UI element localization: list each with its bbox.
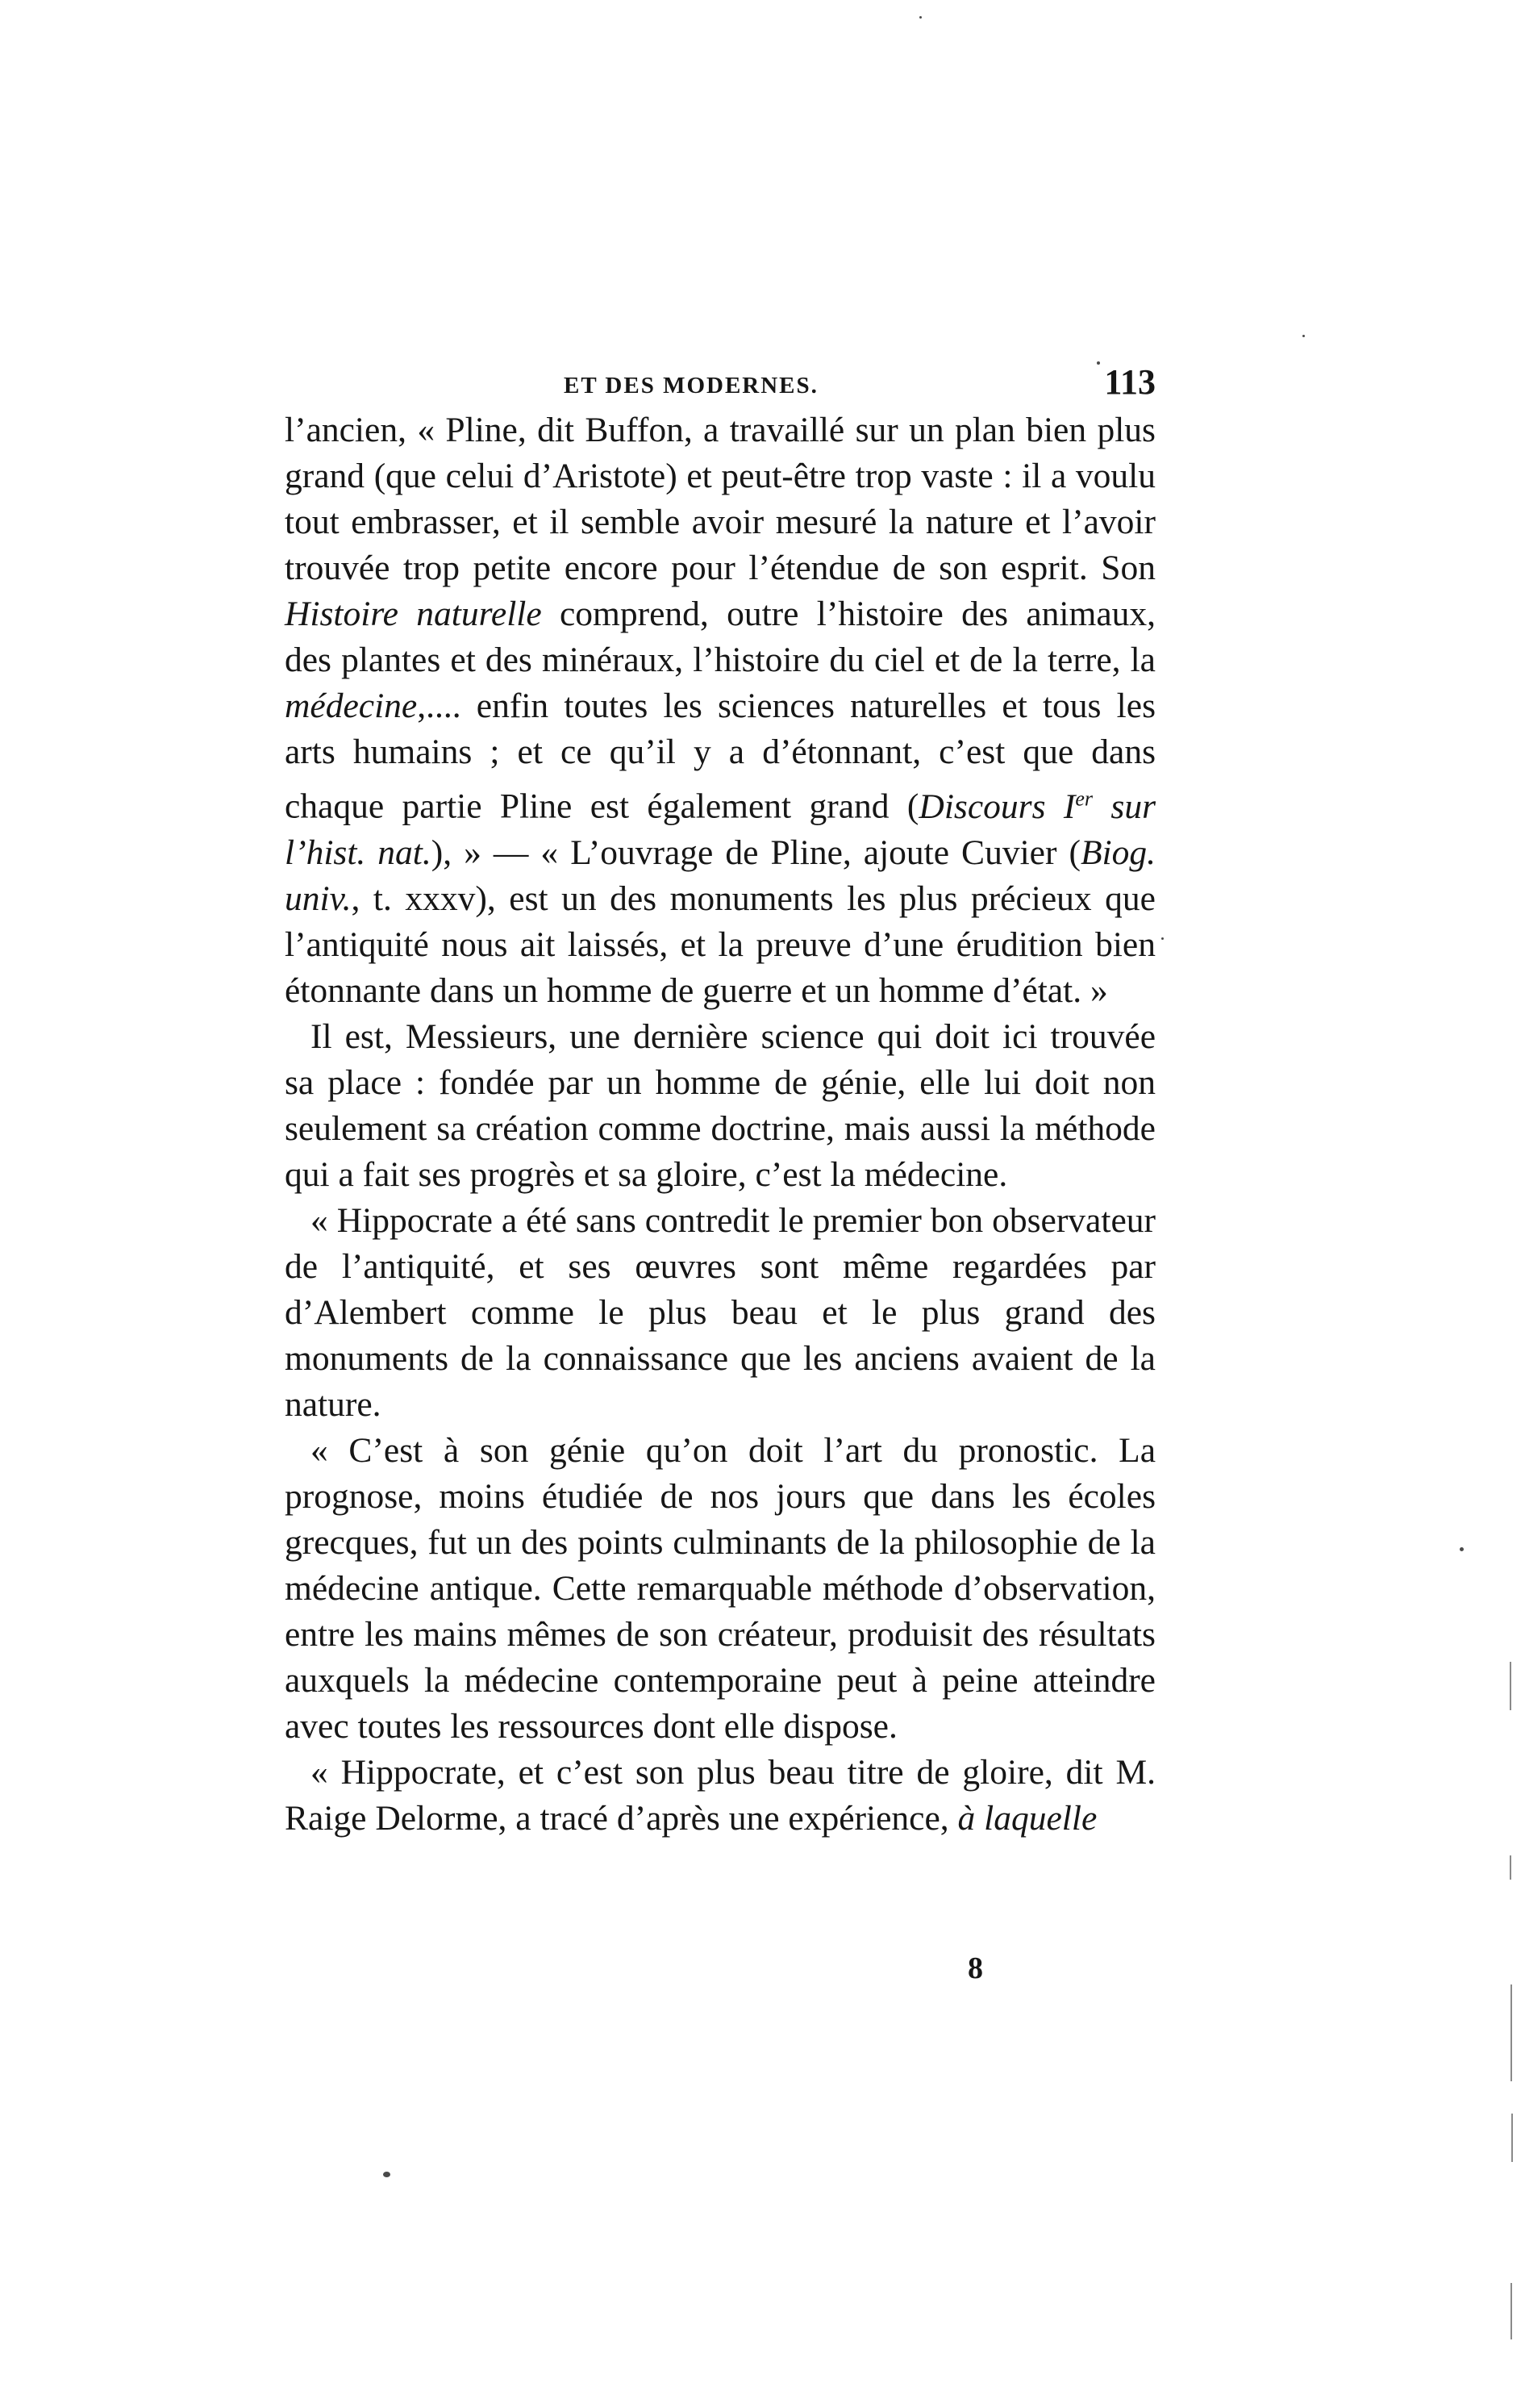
page-number: 113 (1104, 362, 1156, 402)
scan-edge-mark (1510, 1662, 1511, 1710)
scan-speck (383, 2172, 390, 2177)
superscript-er: er (1075, 787, 1094, 810)
scan-speck (1161, 937, 1164, 940)
scan-edge-mark (1510, 2283, 1512, 2339)
scan-edge-mark (1510, 1855, 1511, 1880)
book-title-histoire-naturelle: Histoire naturelle (285, 595, 542, 633)
paragraph-2: Il est, Messieurs, une dernière science qui doit ici trouvée sa place : fondée par un homme de génie, elle lui doit non seulement sa création comme doctrine, mais aussi la méthode qui a fait ses progrès et sa gloire, c’est la médecine. (285, 1016, 1156, 1194)
paragraph-5-text: « Hippocrate, et c’est son plus beau titre de gloire, dit M. Raige Delorme, a tracé d’après une expérience, (285, 1752, 1156, 1838)
running-title: ET DES MODERNES. (564, 373, 819, 399)
signature-mark: 8 (968, 1951, 983, 1985)
paragraph-1-text-d: ), » — « L’ouvrage de Pline, ajoute Cuvier ( (431, 833, 1081, 872)
scan-speck (1097, 361, 1100, 365)
citation-biog-univ: Biog. univ. (285, 833, 1156, 918)
paragraph-3: « Hippocrate a été sans contredit le premier bon observateur de l’antiquité, et ses œuvres sont même regardées par d’Alembert comme le plus beau et le plus grand des monuments de la connaissance que les anciens avaient de la nature. (285, 1200, 1156, 1424)
paragraph-1-text-a: l’ancien, « Pline, dit Buffon, a travaillé sur un plan bien plus grand (que celui d’Aristote) et peut-être trop vaste : il a voulu tout embrasser, et il semble avoir mesuré la nature et l’avoir trouvée trop petite encore pour l’étendue de son esprit. Son (285, 411, 1156, 587)
scan-speck (919, 16, 922, 19)
citation-hist-nat: sur l’hist. nat. (285, 787, 1156, 872)
scan-edge-mark (1511, 2114, 1513, 2162)
paragraph-1-text-e: , t. xxxv), est un des monuments les plus précieux que l’antiquité nous ait laissés, et la preuve d’une érudition bien étonnante dans un homme de guerre et un homme d’état. » (285, 878, 1156, 1010)
body-text (285, 407, 1156, 1842)
paragraph-1-text-b: comprend, outre l’histoire des animaux, des plantes et des minéraux, l’histoire du ciel et de la terre, la (285, 595, 1156, 679)
citation-discours-text: Discours I (919, 787, 1076, 826)
paragraph-4: « C’est à son génie qu’on doit l’art du pronostic. La prognose, moins étudiée de nos jours que dans les écoles grecques, fut un des points culminants de la philosophie de la médecine antique. Cette remarquable méthode d’observation, entre les mains mêmes de son créateur, produisit des résultats auxquels la médecine contemporaine peut à peine atteindre avec toutes les ressources dont elle dispose. (285, 1430, 1156, 1746)
italic-a-laquelle: à laquelle (957, 1798, 1098, 1838)
scan-edge-mark (1510, 1984, 1512, 2081)
scan-speck (1460, 1547, 1464, 1551)
italic-medecine: médecine (285, 687, 418, 725)
paragraph-1-text-c: ,.... enfin toutes les sciences naturelles et tous les arts humains ; et ce qu’il y a d’étonnant, c’est que dans chaque partie Pline est également grand ( (285, 687, 1156, 826)
scan-speck (1302, 335, 1305, 337)
paragraph-5 (285, 1750, 1156, 1842)
running-head (285, 361, 1156, 410)
paragraph-1 (285, 407, 1156, 1014)
